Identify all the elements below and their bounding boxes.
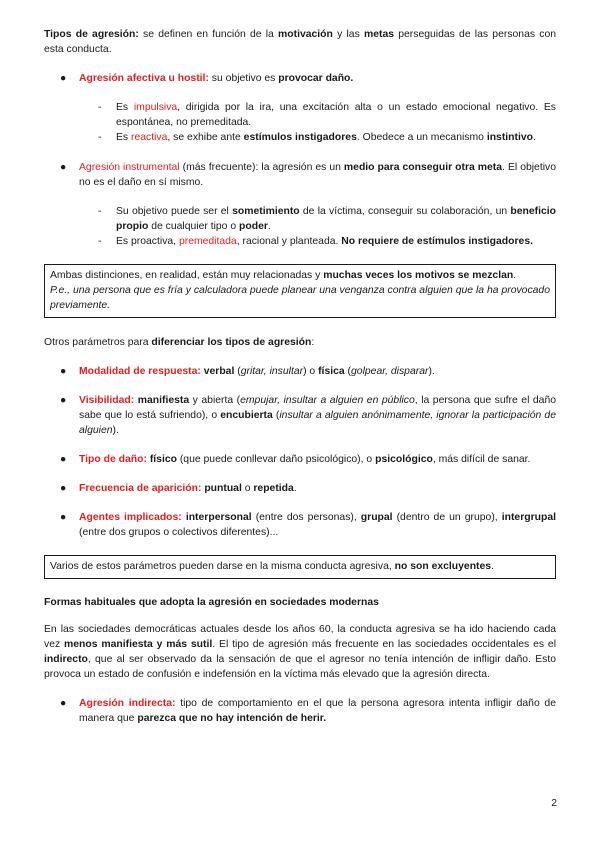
bullet-agresion-afectiva: ● Agresión afectiva u hostil: su objetivo es provocar daño. xyxy=(60,73,354,84)
bullet-icon: ● xyxy=(60,73,67,84)
intro-paragraph: Tipos de agresión: se definen en función de la motivación y las metas perseguidas de las personas con esta conducta. xyxy=(44,29,556,55)
afectiva-title: Agresión afectiva u hostil: xyxy=(79,73,209,84)
formas-paragraph: En las sociedades democráticas actuales desde los años 60, la conducta agresiva se ha ido haciendo cada vez menos manifiesta y más sutil. El tipo de agresión más frecuente en las sociedades occidentales es el indirecto, que al ser observado da la sensación de que el agresor no tenía intención de infligir daño. Esto provoca un estado de confusión e indefensión en la víctima más elevado que la agresión directa. xyxy=(44,624,557,680)
bullet-agentes: ● Agentes implicados: interpersonal (entre dos personas), grupal (dentro de un grupo), intergrupal (entre dos grupos o colectivos diferentes)... xyxy=(60,512,556,538)
bullet-frecuencia: ● Frecuencia de aparición: puntual o repetida. xyxy=(60,483,297,494)
bullet-agresion-indirecta: ● Agresión indirecta: tipo de comportamiento en el que la persona agresora intenta infligir daño de manera que parezca que no hay intención de herir. xyxy=(60,698,556,724)
bullet-icon: ● xyxy=(60,162,67,173)
bullet-icon: ● xyxy=(60,512,67,523)
bullet-icon: ● xyxy=(60,698,67,709)
afectiva-sub-item-impulsiva: - Es impulsiva, dirigida por la ira, una excitación alta o un estado emocional negativo. Es espontánea, no premeditada. xyxy=(98,102,556,128)
document-body xyxy=(44,27,556,726)
instrumental-sub-item-objetivo: - Su objetivo puede ser el sometimiento de la víctima, conseguir su colaboración, un beneficio propio de cualquier tipo o poder. xyxy=(98,206,556,232)
afectiva-sub-item-reactiva: - Es reactiva, se exhibe ante estímulos instigadores. Obedece a un mecanismo instintivo. xyxy=(98,132,536,143)
bullet-tipo-dano: ● Tipo de daño: físico (que puede conllevar daño psicológico), o psicológico, más difícil de sanar. xyxy=(60,454,531,465)
bullet-visibilidad: ● Visibilidad: manifiesta y abierta (empujar, insultar a alguien en público, la persona que sufre el daño sabe que lo está sufriendo), o encubierta (insultar a alguien anónimamente, ignorar la participación de alguien). xyxy=(60,395,557,436)
page-number: 2 xyxy=(551,798,557,809)
bullet-icon: ● xyxy=(60,483,67,494)
intro-lead: Tipos de agresión: xyxy=(44,29,139,40)
afectiva-sublist xyxy=(44,100,556,145)
bullet-icon: ● xyxy=(60,395,67,406)
section-heading-formas: Formas habituales que adopta la agresión en sociedades modernas xyxy=(44,597,379,608)
instrumental-sublist xyxy=(44,204,556,249)
note-box-no-excluyentes: Varios de estos parámetros pueden darse en la misma conducta agresiva, no son excluyentes. xyxy=(44,555,556,579)
otros-parametros-paragraph: Otros parámetros para diferenciar los tipos de agresión: xyxy=(44,337,315,348)
bullet-agresion-instrumental: ● Agresión instrumental (más frecuente): la agresión es un medio para conseguir otra meta. El objetivo no es el daño en sí mismo. xyxy=(60,162,557,188)
note-box-distinciones: Ambas distinciones, en realidad, están muy relacionadas y muchas veces los motivos se mezclan. P.e., una persona que es fría y calculadora puede planear una venganza contra alguien que la ha provocado previamente. xyxy=(44,264,556,318)
bullet-icon: ● xyxy=(60,366,67,377)
example-italic: P.e., una persona que es fría y calculadora puede planear una venganza contra alguien que la ha provocado previamente. xyxy=(50,285,550,311)
instrumental-title: Agresión instrumental xyxy=(79,162,180,173)
bullet-modalidad: ● Modalidad de respuesta: verbal (gritar, insultar) o física (golpear, disparar). xyxy=(60,366,435,377)
instrumental-sub-item-proactiva: - Es proactiva, premeditada, racional y planteada. No requiere de estímulos instigadores. xyxy=(98,236,533,247)
bullet-icon: ● xyxy=(60,454,67,465)
